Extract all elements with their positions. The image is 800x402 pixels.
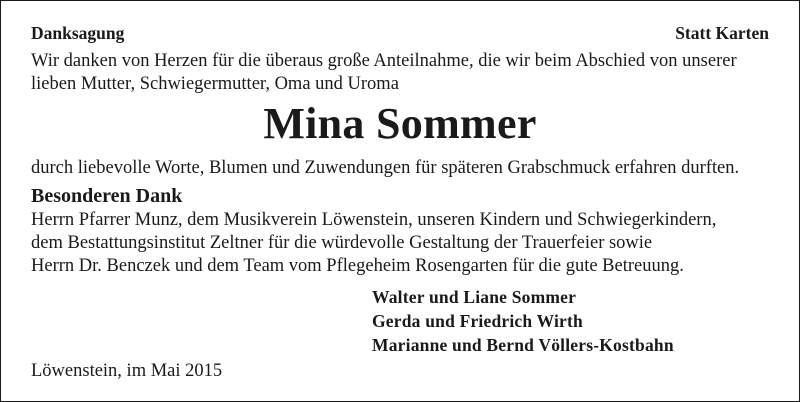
signatory-1: Walter und Liane Sommer	[372, 287, 577, 307]
special-thanks-line-1: Herrn Pfarrer Munz, dem Musikverein Löwenstein, unseren Kindern und Schwiegerkindern,	[31, 210, 717, 230]
special-thanks-line-2: dem Bestattungsinstitut Zeltner für die würdevolle Gestaltung der Trauerfeier sowie	[31, 233, 653, 253]
intro-text-line-1: Wir danken von Herzen für die überaus große Anteilnahme, die wir beim Abschied von unserer	[31, 51, 737, 71]
intro-text-line-2: lieben Mutter, Schwiegermutter, Oma und Uroma	[31, 74, 399, 94]
signatory-2: Gerda und Friedrich Wirth	[372, 311, 583, 331]
signatory-3: Marianne und Bernd Völlers-Kostbahn	[372, 335, 674, 355]
special-thanks-heading: Besonderen Dank	[31, 185, 183, 207]
notice-type-label: Danksagung	[31, 23, 125, 43]
place-and-date: Löwenstein, im Mai 2015	[31, 361, 223, 381]
deceased-name: Mina Sommer	[263, 99, 537, 148]
thanks-continuation-text: durch liebevolle Worte, Blumen und Zuwendungen für späteren Grabschmuck erfahren durften.	[31, 158, 740, 178]
statt-karten-label: Statt Karten	[675, 23, 769, 43]
special-thanks-line-3: Herrn Dr. Benczek und dem Team vom Pflegeheim Rosengarten für die gute Betreuung.	[31, 256, 684, 276]
